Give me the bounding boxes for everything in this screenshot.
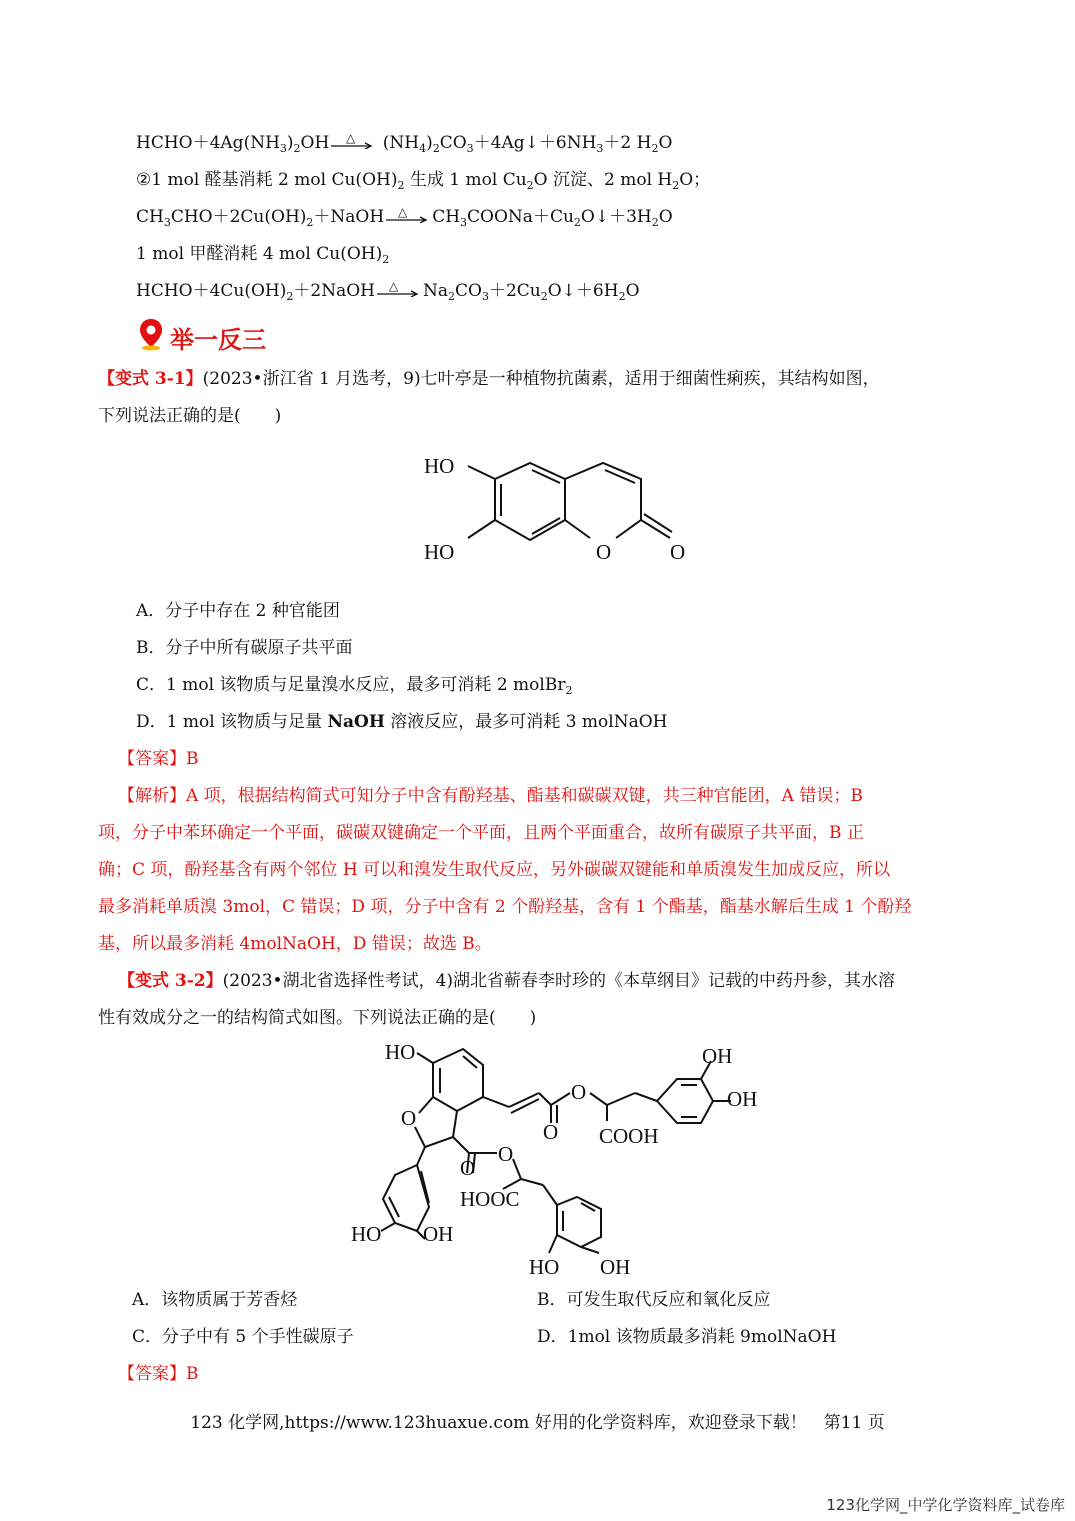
equation-silver-mirror: $HCHO+4Ag(NH_3)_2OH$ △ $(NH_4)_2CO_3+4Ag↓+6NH_3+2$ $H_2O$ [136,133,673,155]
q1-option-a: A．分子中存在 2 种官能团 [136,601,340,621]
heat-arrow-icon [331,133,375,149]
equation-acetaldehyde: $CH_3CHO+2Cu(OH)_2+NaOH$ △ $CH_3COONa+Cu_2O↓+3H_2O$ [136,207,673,229]
question-2-stem-line1: 【变式 3-2】(2023•湖北省选择性考试，4)湖北省蕲春李时珍的《本草纲目》记载的中药丹参，其水溶 [118,971,896,991]
q1-analysis-line: 项，分子中苯环确定一个平面，碳碳双键确定一个平面，且两个平面重合，故所有碳原子共平面，B 正 [98,823,864,843]
hydroxyl-label: HO [351,1222,382,1246]
q1-option-b: B．分子中所有碳原子共平面 [136,638,353,658]
lactone-ring [565,463,672,538]
q2-option-a: A．该物质属于芳香烃 [132,1290,298,1310]
carbonyl-oxygen-label: O [543,1120,559,1144]
q2-answer: 【答案】B [118,1364,199,1384]
benzene-ring [495,463,565,540]
note-formaldehyde: 1 mol 甲醛消耗 4 mol $Cu(OH)_2$ [136,244,390,266]
heat-arrow-icon [377,281,421,297]
ester-oxygen-label: O [571,1080,587,1104]
question-1-stem-line2: 下列说法正确的是( ) [98,406,282,426]
q1-analysis-line: 最多消耗单质溴 3mol，C 错误；D 项，分子中含有 2 个酚羟基，含有 1 个酯基，酯基水解后生成 1 个酚羟 [98,897,912,917]
q1-analysis-line: 确；C 项，酚羟基含有两个邻位 H 可以和溴发生取代反应，另外碳碳双键能和单质溴发生加成反应，所以 [98,860,891,880]
hydroxyl-label: HO [424,454,455,478]
equation-formaldehyde: $HCHO+4Cu(OH)_2+2NaOH$ △ $Na_2CO_3+2Cu_2O↓+6H_2O$ [136,281,640,303]
hydroxyl-label: OH [702,1044,733,1068]
watermark-text: 123化学网_中学化学资料库_试卷库 [826,1496,1065,1514]
carboxyl-label: COOH [599,1124,659,1148]
furan-oxygen-label: O [401,1106,417,1130]
hydroxyl-label: HO [424,540,455,564]
salvianolic-acid-structure [345,1035,775,1285]
ring-oxygen-label: O [596,540,612,564]
hydroxyl-label: HO [529,1255,560,1279]
q2-option-b: B．可发生取代反应和氧化反应 [537,1290,771,1310]
q1-answer: 【答案】B [118,749,199,769]
hydroxyl-label: OH [600,1255,631,1279]
q1-analysis-line: 【解析】A 项，根据结构简式可知分子中含有酚羟基、酯基和碳碳双键，共三种官能团，A 错误；B [118,786,863,806]
note-aldehyde-cuoh2: ②1 mol 醛基消耗 2 mol $Cu(OH)_2$ 生成 1 mol $Cu_2O$ 沉淀、2 mol $H_2O$； [136,170,711,192]
esculetin-structure [420,448,700,578]
carbonyl-oxygen-label: O [460,1156,476,1180]
svg-text:△: △ [398,207,408,219]
svg-text:△: △ [389,281,399,293]
ester-oxygen-label: O [498,1142,514,1166]
hydroxyl-label: HO [385,1040,416,1064]
hydroxyl-label: OH [727,1087,758,1111]
q1-option-d: D．1 mol 该物质与足量 NaOH 溶液反应，最多可消耗 3 molNaOH [136,712,668,732]
heat-arrow-icon [386,207,430,223]
page-footer: 123 化学网,https://www.123huaxue.com 好用的化学资料库，欢迎登录下载！ 第11 页 [190,1413,885,1433]
q2-option-d: D．1mol 该物质最多消耗 9molNaOH [537,1327,837,1347]
svg-text:△: △ [346,133,356,145]
carbonyl-oxygen-label: O [670,540,686,564]
q2-option-c: C．分子中有 5 个手性碳原子 [132,1327,354,1347]
question-2-stem-line2: 性有效成分之一的结构简式如图。下列说法正确的是( ) [98,1008,537,1028]
question-1-stem-line1: 【变式 3-1】(2023•浙江省 1 月选考，9)七叶亭是一种植物抗菌素，适用于细菌性痢疾，其结构如图， [98,369,880,389]
q1-option-c: C．1 mol 该物质与足量溴水反应，最多可消耗 2 molBr$_2$ [136,675,573,697]
hydroxyl-label: OH [423,1222,454,1246]
q1-analysis-line: 基，所以最多消耗 4molNaOH，D 错误；故选 B。 [98,934,492,954]
location-pin-icon [138,317,164,357]
section-title: 举一反三 [138,317,266,357]
carboxyl-label: HOOC [460,1187,520,1211]
